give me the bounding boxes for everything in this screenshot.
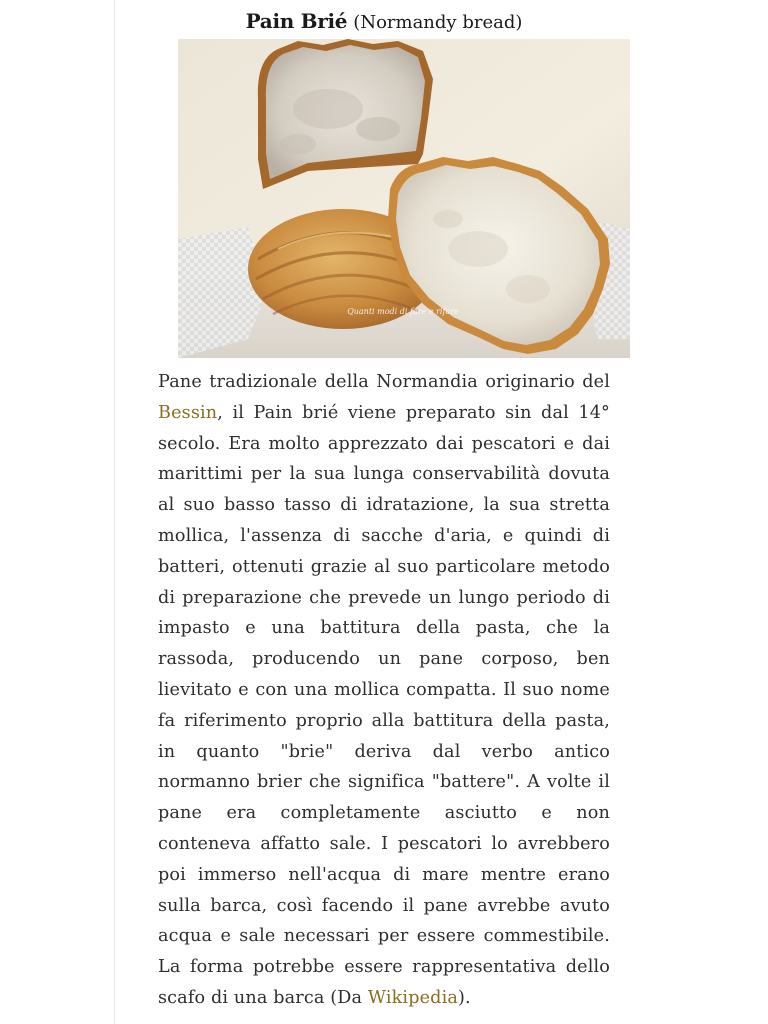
article-text-2: , il Pain brié viene preparato sin dal 14° secolo. Era molto apprezzato dai pescatori e dai marittimi per la sua lunga conservabilità dovuta al suo basso tasso di idratazione, la sua stretta mollica, l'assenza di sacche d'aria, e quindi di batteri, ottenuti grazie al suo particolare metodo di preparazione che prevede un lungo periodo di impasto e una battitura della pasta, che la rassoda, producendo un pane corposo, ben lievitato e con una mollica compatta. Il suo nome fa riferimento proprio alla battitura della pasta, in quanto "brie" deriva dal verbo antico normanno brier che significa "battere". A volte il pane era completamente asciutto e non conteneva affatto sale. I pescatori lo avrebbero poi immerso nell'acqua di mare mentre erano sulla barca, così facendo il pane avrebbe avuto acqua e sale necessari per essere commestibile. La forma potrebbe essere rappresentativa dello scafo di una barca (Da	[158, 402, 610, 1008]
page-title	[0, 6, 768, 38]
article-text-1: Pane tradizionale della Normandia originario del	[158, 372, 610, 392]
article-text-3: ).	[458, 987, 471, 1008]
bessin-link[interactable]: Bessin	[158, 402, 218, 423]
wikipedia-link[interactable]: Wikipedia	[367, 987, 458, 1008]
watermark-text: Quanti modi di fare e rifare	[347, 307, 459, 316]
subtitle-text: (Normandy bread)	[353, 12, 523, 33]
page-left-border	[114, 0, 115, 1024]
title-text: Pain Brié	[245, 9, 348, 33]
bread-photo	[178, 39, 630, 358]
article-paragraph	[158, 367, 610, 1014]
